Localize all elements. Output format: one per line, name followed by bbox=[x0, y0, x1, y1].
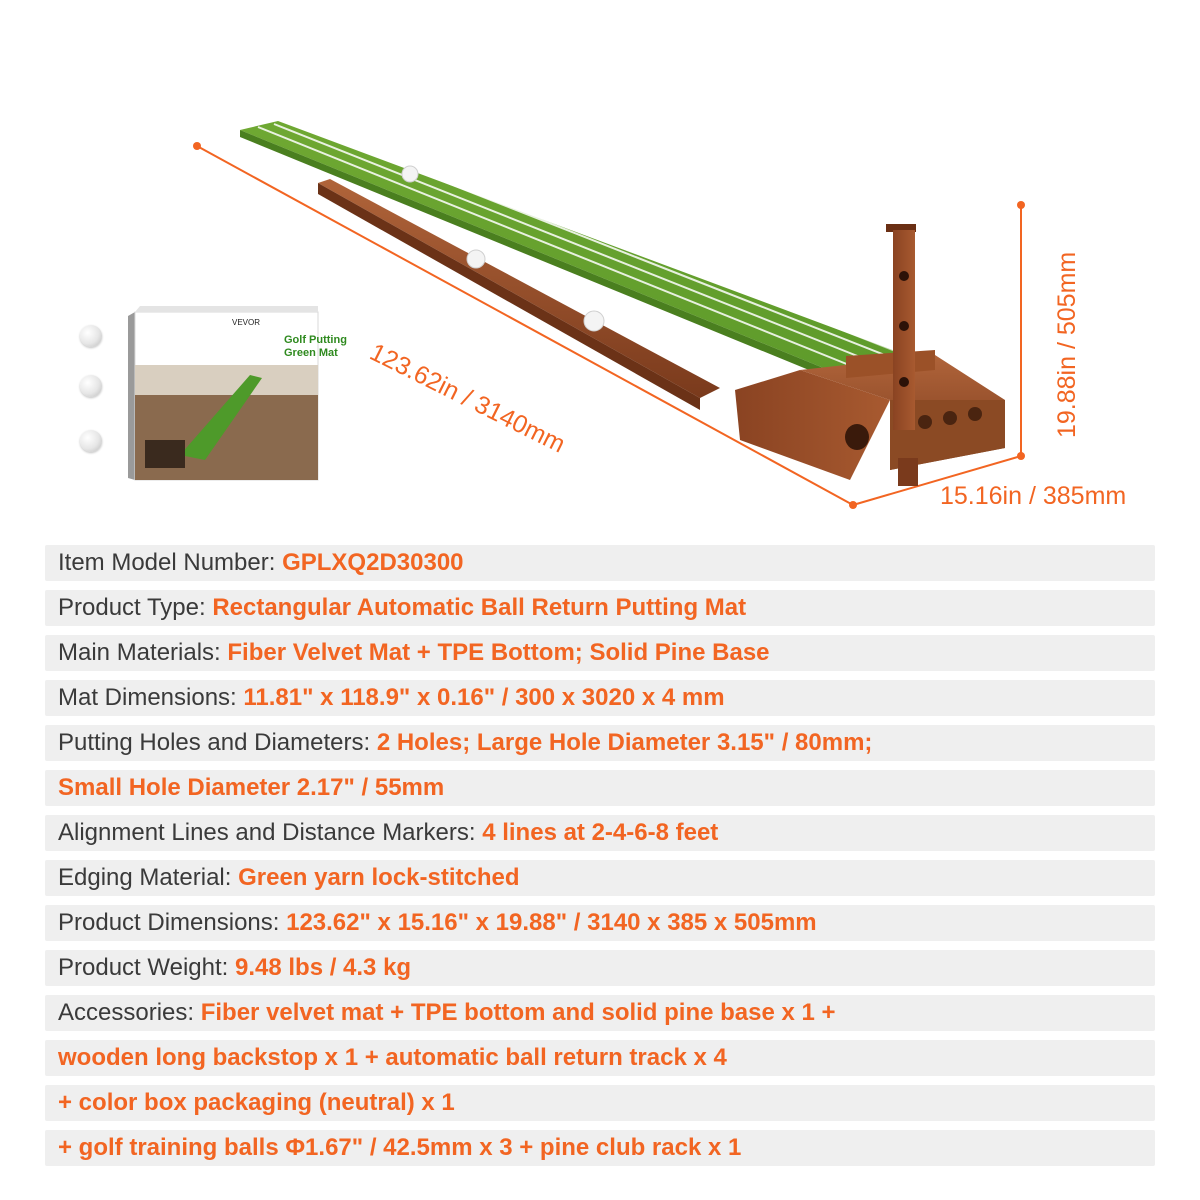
spec-row bbox=[45, 680, 1155, 716]
svg-text:VEVOR: VEVOR bbox=[232, 318, 261, 327]
spec-label: Mat Dimensions: bbox=[58, 684, 244, 711]
spec-label: Accessories: bbox=[58, 999, 201, 1026]
spec-value: 123.62" x 15.16" x 19.88" / 3140 x 385 x 505mm bbox=[286, 909, 817, 936]
wooden-base bbox=[735, 350, 1005, 486]
spec-row bbox=[45, 1085, 1155, 1121]
spec-label: Product Weight: bbox=[58, 954, 235, 981]
spec-row bbox=[45, 905, 1155, 941]
spec-row bbox=[45, 545, 1155, 581]
spec-value: 11.81" x 118.9" x 0.16" / 300 x 3020 x 4 mm bbox=[243, 684, 725, 711]
product-box bbox=[128, 306, 318, 480]
spec-row bbox=[45, 725, 1155, 761]
spec-value: 9.48 lbs / 4.3 kg bbox=[234, 954, 412, 981]
spec-value: Fiber velvet mat + TPE bottom and solid pine base x 1 + bbox=[200, 999, 836, 1026]
spec-row bbox=[45, 635, 1155, 671]
spec-label: Product Dimensions: bbox=[58, 909, 287, 936]
spec-row bbox=[45, 815, 1155, 851]
width-dimension-label: 15.16in / 385mm bbox=[940, 482, 1127, 510]
golf-ball-2 bbox=[80, 375, 102, 397]
golf-ball-1 bbox=[80, 325, 102, 347]
spec-row bbox=[45, 950, 1155, 986]
spec-label: Item Model Number: bbox=[58, 549, 283, 576]
height-dimension-line bbox=[1017, 201, 1025, 460]
length-dimension-label: 123.62in / 3140mm bbox=[365, 338, 570, 459]
spec-row bbox=[45, 860, 1155, 896]
spec-value: + golf training balls Φ1.67" / 42.5mm x 3 + pine club rack x 1 bbox=[58, 1134, 742, 1161]
spec-row bbox=[45, 1130, 1155, 1166]
spec-value: Green yarn lock-stitched bbox=[238, 864, 520, 891]
height-dimension-label: 19.88in / 505mm bbox=[1053, 251, 1081, 438]
spec-row bbox=[45, 1040, 1155, 1076]
putting-mat-illustration bbox=[0, 0, 1200, 530]
spec-value: + color box packaging (neutral) x 1 bbox=[58, 1089, 455, 1116]
product-hero bbox=[0, 0, 1200, 530]
spec-value: Small Hole Diameter 2.17" / 55mm bbox=[58, 774, 445, 801]
box-label: Golf Putting Green Mat bbox=[284, 334, 347, 359]
spec-value: wooden long backstop x 1 + automatic ball return track x 4 bbox=[58, 1044, 727, 1071]
spec-value: Rectangular Automatic Ball Return Putting Mat bbox=[212, 594, 747, 621]
spec-label: Product Type: bbox=[58, 594, 213, 621]
spec-value: 2 Holes; Large Hole Diameter 3.15" / 80mm; bbox=[376, 729, 873, 756]
golf-ball-3 bbox=[80, 430, 102, 452]
spec-label: Edging Material: bbox=[58, 864, 239, 891]
spec-value: 4 lines at 2-4-6-8 feet bbox=[482, 819, 719, 846]
spec-label: Putting Holes and Diameters: bbox=[58, 729, 377, 756]
spec-label: Alignment Lines and Distance Markers: bbox=[58, 819, 483, 846]
spec-value: GPLXQ2D30300 bbox=[282, 549, 464, 576]
spec-row bbox=[45, 770, 1155, 806]
spec-row bbox=[45, 590, 1155, 626]
spec-row bbox=[45, 995, 1155, 1031]
spec-value: Fiber Velvet Mat + TPE Bottom; Solid Pine Base bbox=[227, 639, 770, 666]
spec-label: Main Materials: bbox=[58, 639, 228, 666]
